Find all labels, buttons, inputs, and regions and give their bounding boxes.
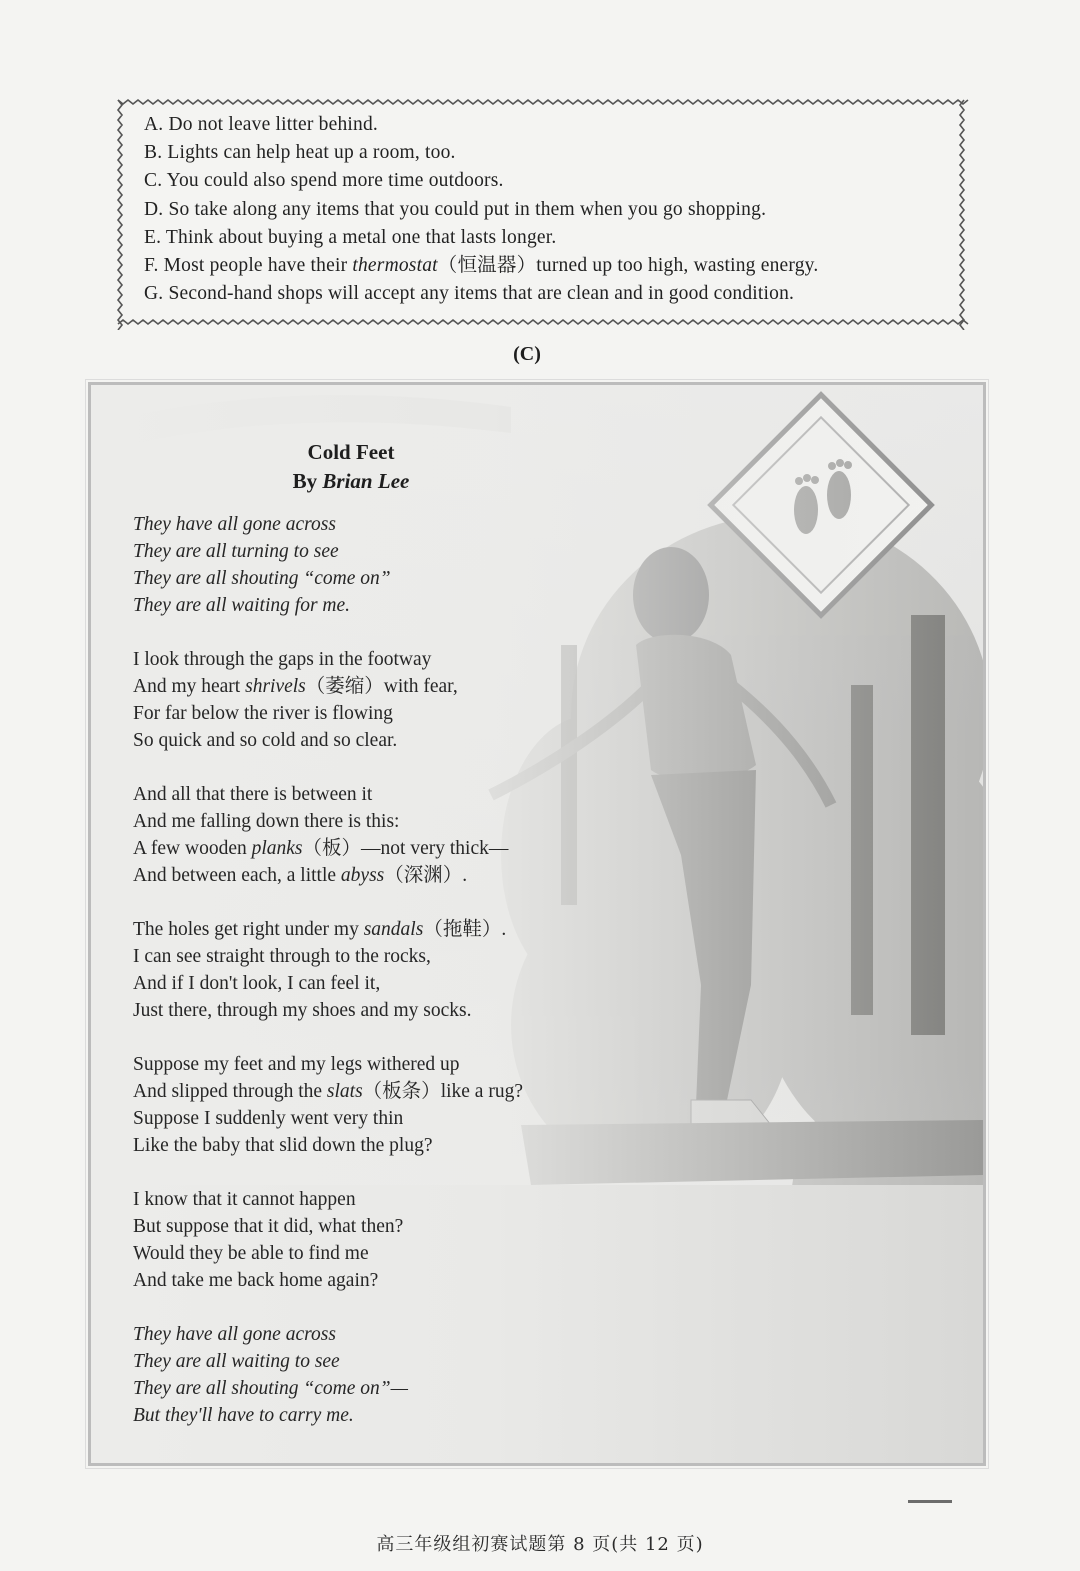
stanza-line: And all that there is between it: [133, 784, 373, 805]
stanza-line: They are all waiting for me.: [133, 595, 351, 616]
poem-panel: [88, 382, 986, 1466]
wavy-border-edge: [960, 100, 964, 330]
stanza-line: The holes get right under my sandals（拖鞋）.: [133, 919, 507, 940]
options-box: [112, 94, 970, 330]
stanza-line: But suppose that it did, what then?: [133, 1216, 404, 1237]
stanza-line: They have all gone across: [133, 514, 336, 535]
stanza-line: And me falling down there is this:: [133, 811, 400, 832]
wavy-border-edge: [118, 100, 968, 104]
stanza-line: I look through the gaps in the footway: [133, 649, 432, 670]
stanza-2: [133, 646, 458, 754]
option-a: A. Do not leave litter behind.: [144, 114, 378, 135]
corner-mark: [908, 1500, 952, 1503]
stanza-line: They have all gone across: [133, 1324, 336, 1345]
page-footer: 高三年级组初赛试题第 8 页(共 12 页): [376, 1534, 704, 1555]
options-list: [144, 111, 818, 308]
option-f: F. Most people have their thermostat（恒温器）turned up too high, wasting energy.: [144, 255, 819, 277]
stanza-line: Suppose I suddenly went very thin: [133, 1108, 404, 1129]
stanza-line: For far below the river is flowing: [133, 703, 393, 724]
stanza-line: Like the baby that slid down the plug?: [133, 1135, 433, 1156]
option-e: E. Think about buying a metal one that lasts longer.: [144, 226, 557, 248]
option-b: B. Lights can help heat up a room, too.: [144, 142, 456, 164]
stanza-line: Just there, through my shoes and my socks.: [133, 1000, 472, 1021]
stanza-6: [133, 1186, 403, 1294]
wavy-border-edge: [118, 320, 968, 324]
section-label: (C): [513, 343, 541, 365]
stanza-3: [133, 781, 508, 889]
stanza-line: Would they be able to find me: [133, 1243, 369, 1264]
stanza-5: [133, 1051, 523, 1159]
stanza-line: And slipped through the slats（板条）like a rug?: [133, 1081, 523, 1102]
poem-author: By Brian Lee: [292, 469, 410, 493]
option-g: G. Second-hand shops will accept any items that are clean and in good condition.: [144, 283, 795, 305]
option-d: D. So take along any items that you could put in them when you go shopping.: [144, 198, 767, 220]
stanza-line: Suppose my feet and my legs withered up: [133, 1054, 460, 1075]
stanza-line: And if I don't look, I can feel it,: [133, 973, 381, 994]
stanza-line: They are all waiting to see: [133, 1351, 340, 1372]
stanza-line: A few wooden planks（板）—not very thick—: [133, 838, 509, 859]
stanza-line: But they'll have to carry me.: [133, 1405, 354, 1426]
stanza-line: They are all shouting “come on”: [133, 568, 391, 589]
stanza-line: I can see straight through to the rocks,: [133, 946, 431, 967]
poem-title: Cold Feet: [307, 440, 395, 464]
stanza-line: So quick and so cold and so clear.: [133, 730, 398, 751]
stanza-1: [133, 511, 391, 619]
option-c: C. You could also spend more time outdoors.: [144, 170, 504, 192]
stanza-line: And my heart shrivels（萎缩）with fear,: [133, 676, 458, 697]
stanza-line: They are all turning to see: [133, 541, 339, 562]
stanza-line: I know that it cannot happen: [133, 1189, 356, 1210]
stanza-4: [133, 916, 506, 1024]
stanza-line: They are all shouting “come on”—: [133, 1378, 408, 1399]
wavy-border-edge: [118, 100, 122, 330]
stanza-line: And take me back home again?: [133, 1270, 379, 1291]
stanza-line: And between each, a little abyss（深渊）.: [133, 865, 468, 886]
stanza-7: [133, 1321, 408, 1429]
